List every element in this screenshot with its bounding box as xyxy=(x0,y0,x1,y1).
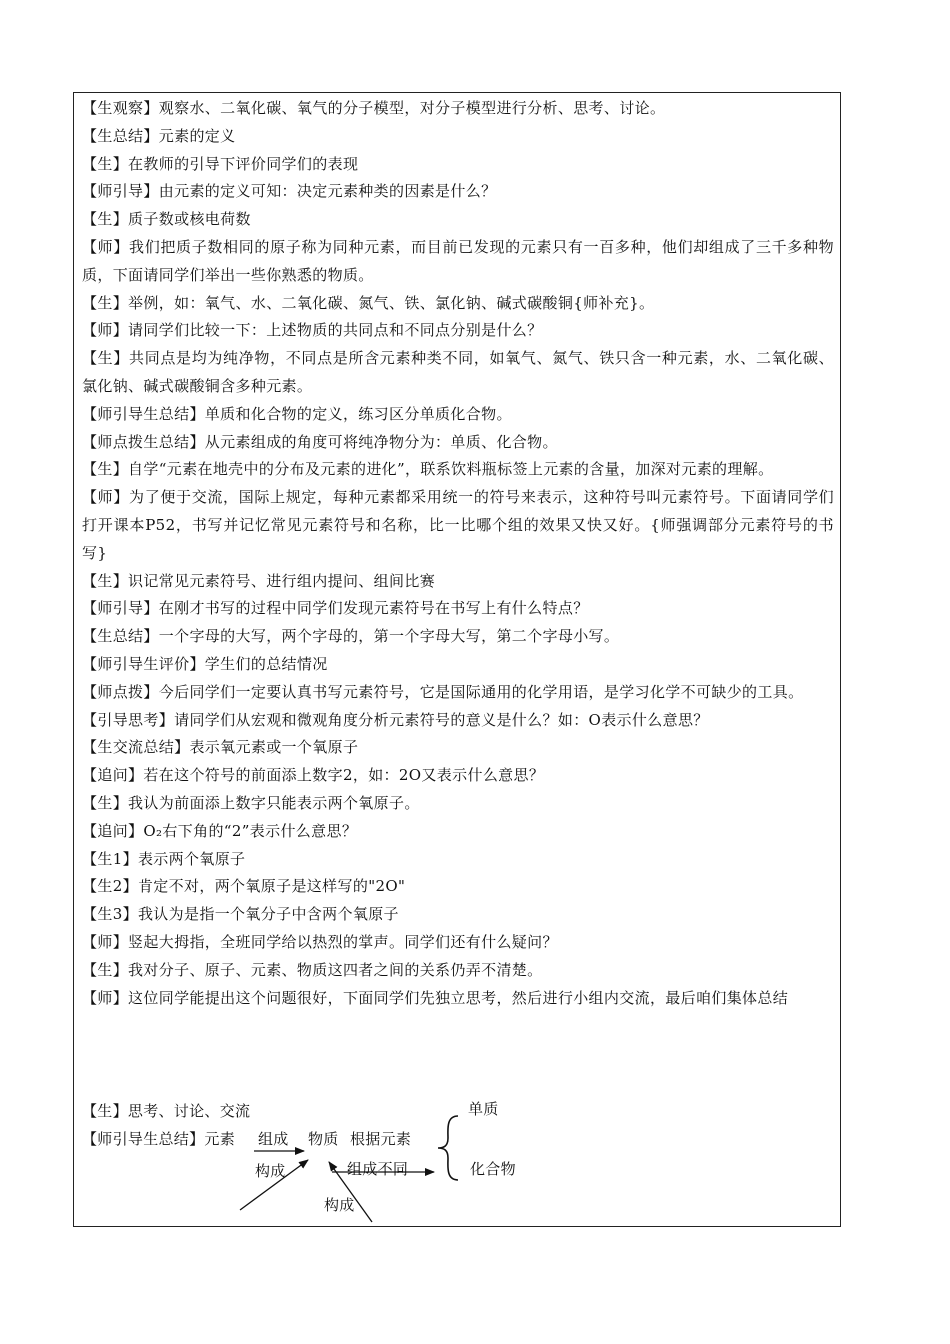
brace xyxy=(438,1116,458,1180)
text-line: 【生】我认为前面添上数字只能表示两个氧原子。 xyxy=(82,793,420,812)
text-line: 【生1】表示两个氧原子 xyxy=(82,849,246,868)
text-line: 【生3】我认为是指一个氧分子中含两个氧原子 xyxy=(82,905,399,924)
text-line: 【生2】肯定不对，两个氧原子是这样写的"2O" xyxy=(82,877,406,896)
lesson-text xyxy=(82,95,834,1012)
diagram-lead: 【师引导生总结】元素 xyxy=(82,1130,236,1148)
text-line: 【师点拨生总结】从元素组成的角度可将纯净物分为：单质、化合物。 xyxy=(82,432,558,451)
text-line: 【师引导生评价】学生们的总结情况 xyxy=(82,654,328,673)
label-wuzhi: 物质 xyxy=(308,1130,339,1148)
text-paragraph: 【生】共同点是均为纯净物，不同点是所含元素种类不同，如氧气、氮气、铁只含一种元素，水、二氧化碳、氯化钠、碱式碳酸铜含多种元素。 xyxy=(82,349,834,395)
text-paragraph: 【生】自学“元素在地壳中的分布及元素的进化”，联系饮料瓶标签上元素的含量，加深对元素的理解。 xyxy=(82,460,774,479)
label-genju: 根据元素 xyxy=(350,1130,412,1148)
label-goucheng-2: 构成 xyxy=(324,1196,355,1214)
text-line: 【生】识记常见元素符号、进行组内提问、组间比赛 xyxy=(82,571,436,590)
text-paragraph: 【师】为了便于交流，国际上规定，每种元素都采用统一的符号来表示，这种符号叫元素符号。下面请同学们打开课本P52，书写并记忆常见元素符号和名称，比一比哪个组的效果又快又好。{师强调部分元素符号的书写} xyxy=(82,488,834,562)
diagram-line1: 【生】思考、讨论、交流 xyxy=(82,1102,251,1120)
text-line: 【生】举例，如：氧气、水、二氧化碳、氮气、铁、氯化钠、碱式碳酸铜{师补充}。 xyxy=(82,293,655,312)
label-zuchengbutong: 组成不同 xyxy=(347,1160,409,1178)
label-danzhi: 单质 xyxy=(468,1100,499,1118)
label-goucheng-1: 构成 xyxy=(255,1162,286,1180)
concept-diagram xyxy=(82,1090,642,1230)
text-line: 【师引导生总结】单质和化合物的定义，练习区分单质化合物。 xyxy=(82,404,512,423)
text-paragraph: 【师】这位同学能提出这个问题很好，下面同学们先独立思考，然后进行小组内交流，最后咱们集体总结 xyxy=(82,988,789,1007)
text-line: 【生总结】一个字母的大写，两个字母的，第一个字母大写，第二个字母小写。 xyxy=(82,627,620,646)
text-line: 【生总结】元素的定义 xyxy=(82,126,236,145)
text-paragraph: 【师】我们把质子数相同的原子称为同种元素，而目前已发现的元素只有一百多种，他们却组成了三千多种物质，下面请同学们举出一些你熟悉的物质。 xyxy=(82,237,834,284)
text-line: 【师】请同学们比较一下：上述物质的共同点和不同点分别是什么？ xyxy=(82,321,543,340)
text-line: 【生】我对分子、原子、元素、物质这四者之间的关系仍弄不清楚。 xyxy=(82,960,543,979)
label-huahewu: 化合物 xyxy=(470,1160,516,1178)
text-line: 【生】在教师的引导下评价同学们的表现 xyxy=(82,154,359,173)
label-zucheng: 组成 xyxy=(258,1130,289,1148)
text-line: 【师引导】在刚才书写的过程中同学们发现元素符号在书写上有什么特点？ xyxy=(82,599,589,618)
text-line: 【引导思考】请同学们从宏观和微观角度分析元素符号的意义是什么？如：O表示什么意思？ xyxy=(82,710,709,729)
text-line: 【生交流总结】表示氧元素或一个氧原子 xyxy=(82,738,359,757)
text-paragraph: 【师点拨】今后同学们一定要认真书写元素符号，它是国际通用的化学用语，是学习化学不可缺少的工具。 xyxy=(82,682,804,701)
text-line: 【生】质子数或核电荷数 xyxy=(82,210,251,229)
text-line: 【追问】若在这个符号的前面添上数字2，如：2O又表示什么意思？ xyxy=(82,766,545,785)
text-line: 【师引导】由元素的定义可知：决定元素种类的因素是什么？ xyxy=(82,182,497,201)
text-line: 【生观察】观察水、二氧化碳、氧气的分子模型，对分子模型进行分析、思考、讨论。 xyxy=(82,99,666,117)
text-line: 【师】竖起大拇指，全班同学给以热烈的掌声。同学们还有什么疑问？ xyxy=(82,932,558,951)
text-line: 【追问】O₂右下角的“2”表示什么意思？ xyxy=(82,821,358,840)
